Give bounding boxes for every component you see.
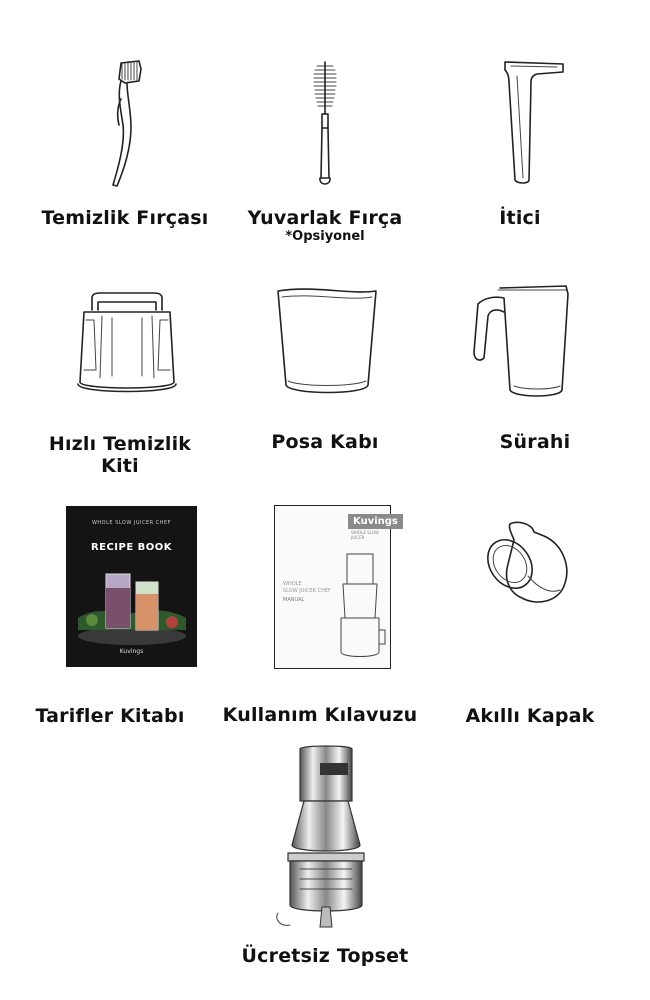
user-manual-cover bbox=[274, 505, 398, 669]
juicer-topset-icon bbox=[270, 745, 380, 931]
pusher-icon bbox=[497, 58, 567, 188]
user-manual-cover-line3: MANUAL bbox=[283, 597, 305, 603]
recipe-book-cover-logo: Kuvings bbox=[119, 648, 144, 655]
recipe-book-label: Tarifler Kitabı bbox=[35, 705, 185, 727]
round-brush-icon bbox=[303, 58, 347, 193]
cleaning-brush-icon bbox=[95, 55, 155, 190]
smart-cap-label: Akıllı Kapak bbox=[465, 705, 595, 727]
recipe-book-cover bbox=[66, 506, 197, 667]
top-set-label: Ücretsiz Topset bbox=[241, 945, 409, 967]
quick-clean-kit-icon bbox=[72, 290, 182, 400]
juice-glasses-image bbox=[74, 564, 190, 646]
pitcher-label: Sürahi bbox=[499, 431, 571, 453]
pulp-container-label: Posa Kabı bbox=[271, 431, 379, 453]
pitcher-icon bbox=[470, 282, 574, 402]
cleaning-brush-label: Temizlik Fırçası bbox=[41, 207, 209, 229]
round-brush-optional-note: *Opsiyonel bbox=[285, 229, 365, 244]
recipe-book-cover-title: RECIPE BOOK bbox=[90, 542, 173, 553]
juicer-sketch-image bbox=[333, 548, 387, 664]
pusher-label: İtici bbox=[499, 207, 541, 229]
quick-clean-kit-label-line2: Kiti bbox=[101, 455, 139, 477]
user-manual-label: Kullanım Kılavuzu bbox=[222, 704, 418, 726]
pulp-container-icon bbox=[272, 285, 382, 400]
round-brush-label: Yuvarlak Fırça bbox=[247, 207, 403, 229]
quick-clean-kit-label-line1: Hızlı Temizlik bbox=[48, 433, 192, 455]
user-manual-cover-brand: Kuvings bbox=[348, 514, 403, 529]
recipe-book-cover-top: WHOLE SLOW JUICER CHEF bbox=[91, 520, 172, 526]
smart-cap-icon bbox=[484, 520, 574, 610]
user-manual-cover-line2: SLOW JUICER CHEF bbox=[283, 588, 331, 594]
user-manual-cover-line1: WHOLE bbox=[283, 581, 302, 587]
user-manual-cover-sub: WHOLE SLOW JUICER bbox=[351, 530, 379, 540]
